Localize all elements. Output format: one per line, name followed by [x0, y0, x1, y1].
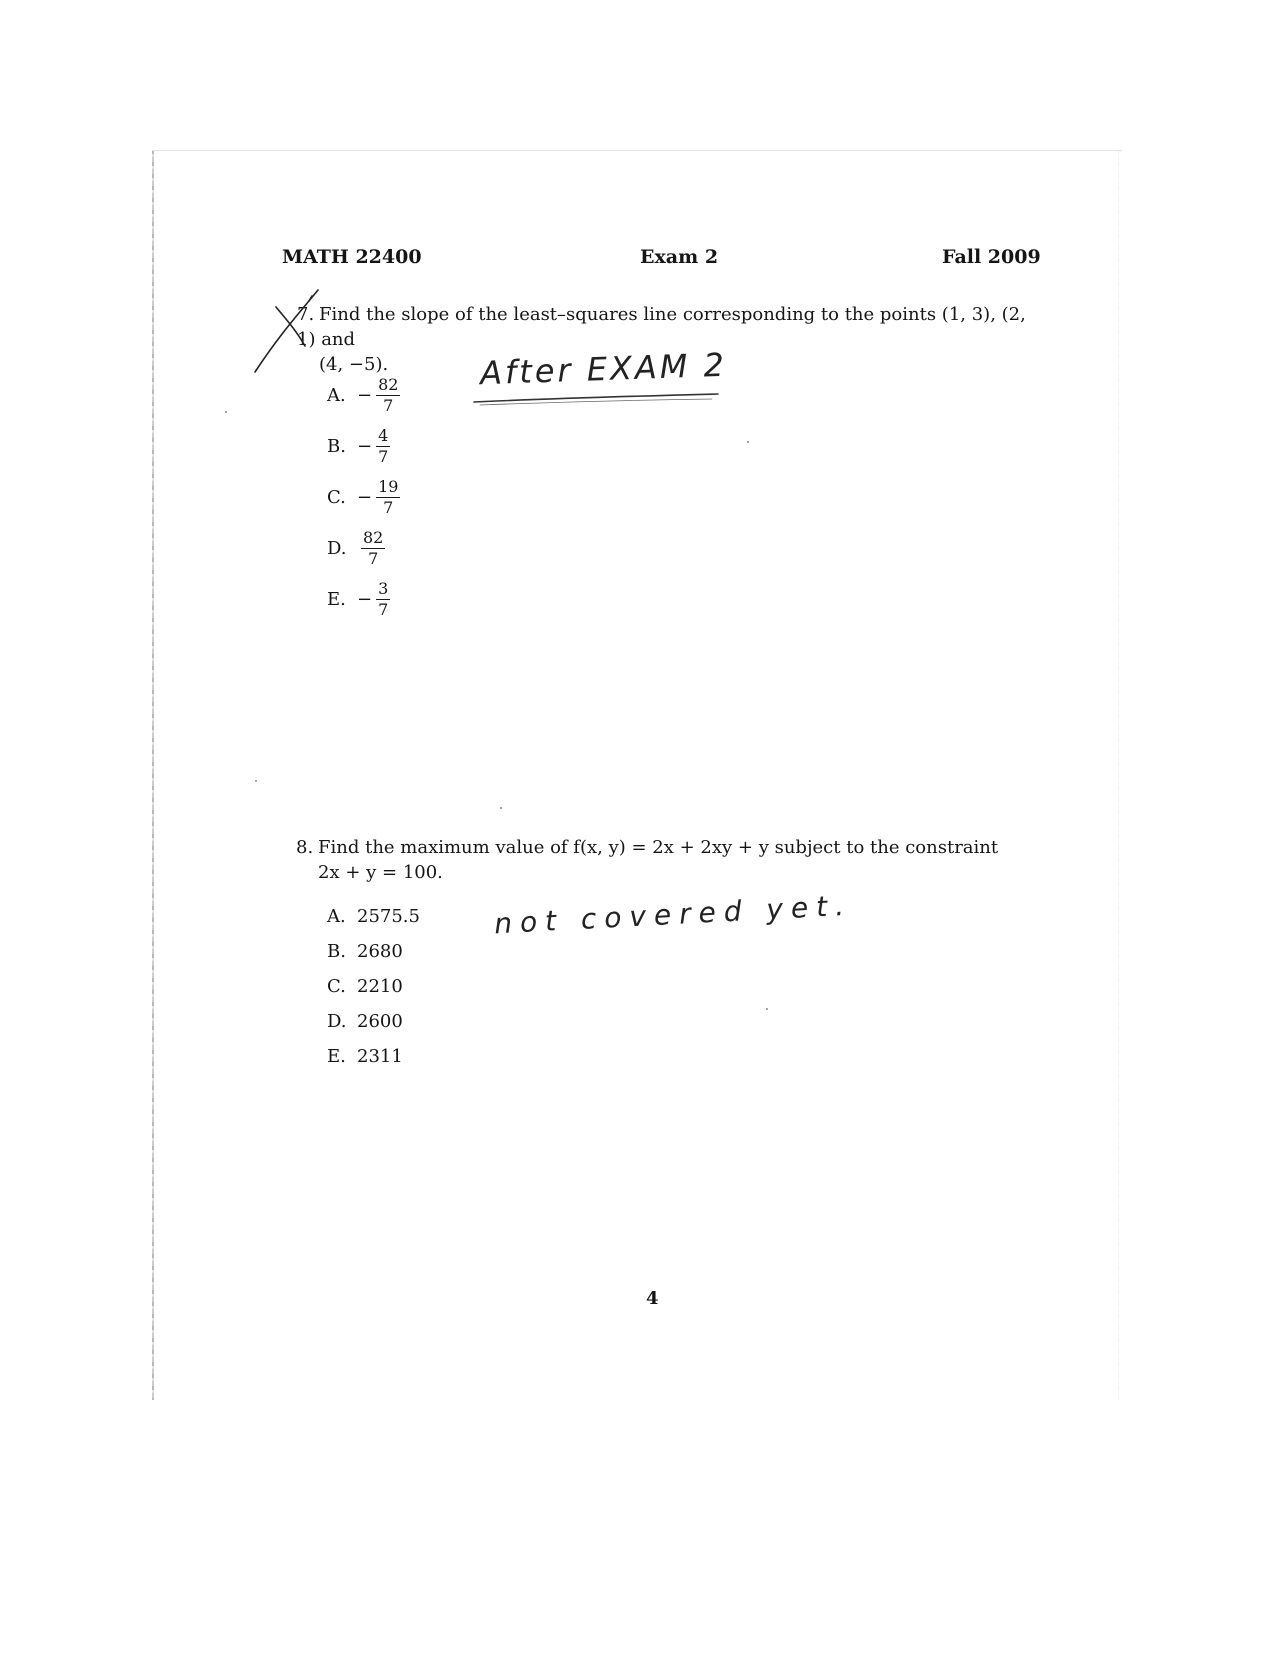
scan-speck — [255, 780, 257, 782]
question-8-text-line2: 2x + y = 100. — [318, 862, 443, 883]
choice-sign: − — [357, 435, 373, 457]
scan-left-edge — [152, 150, 154, 1400]
fraction-denominator: 7 — [368, 548, 379, 568]
course-title: MATH 22400 — [282, 246, 422, 268]
fraction — [376, 478, 400, 517]
fraction — [361, 529, 385, 568]
term-label: Fall 2009 — [942, 246, 1041, 268]
choice-letter: B. — [327, 941, 346, 962]
choice-sign: − — [357, 384, 373, 406]
fraction-numerator: 82 — [363, 527, 384, 547]
exam-title: Exam 2 — [640, 246, 719, 268]
fraction-denominator: 7 — [378, 446, 389, 466]
choice-value: 2311 — [357, 1046, 403, 1067]
choice-value: 2575.5 — [357, 906, 420, 927]
q7-choice-a — [327, 370, 400, 420]
question-7-text-line1: Find the slope of the least–squares line corresponding to the points (1, 3), (2, 1) and — [297, 304, 1026, 350]
fraction-denominator: 7 — [383, 395, 394, 415]
fraction-denominator: 7 — [383, 497, 394, 517]
fraction-denominator: 7 — [378, 599, 389, 619]
handwritten-after-exam-note: After EXAM 2 — [479, 345, 728, 393]
q7-choice-d — [327, 523, 385, 573]
q8-choice-e — [327, 1046, 403, 1067]
handwritten-not-covered-note: not covered yet. — [493, 888, 853, 941]
q8-choice-d — [327, 1011, 403, 1032]
underline-stroke-2 — [480, 399, 712, 405]
fraction — [376, 376, 400, 415]
choice-letter: C. — [327, 486, 346, 508]
choice-letter: D. — [327, 537, 347, 559]
q7-choice-e — [327, 574, 390, 624]
scan-top-edge — [152, 150, 1122, 151]
choice-letter: E. — [327, 1046, 346, 1067]
question-8-text-line1: Find the maximum value of f(x, y) = 2x + 2xy + y subject to the constraint — [318, 837, 999, 858]
choice-letter: D. — [327, 1011, 347, 1032]
choice-sign: − — [357, 486, 373, 508]
question-8 — [296, 835, 1036, 885]
fraction-numerator: 3 — [378, 578, 389, 598]
underline-stroke — [474, 394, 718, 402]
scan-right-edge — [1118, 150, 1119, 1400]
fraction — [376, 580, 390, 619]
scan-speck — [766, 1008, 768, 1010]
choice-letter: A. — [327, 906, 346, 927]
choice-sign: − — [357, 588, 373, 610]
q7-choice-b — [327, 421, 390, 471]
fraction-numerator: 82 — [378, 374, 399, 394]
question-7-text-line2: (4, −5). — [319, 354, 389, 375]
question-8-number: 8. — [296, 837, 314, 858]
fraction-numerator: 19 — [378, 476, 399, 496]
q8-choice-c — [327, 976, 403, 997]
choice-letter: B. — [327, 435, 346, 457]
choice-value: 2680 — [357, 941, 403, 962]
fraction — [376, 427, 390, 466]
choice-letter: C. — [327, 976, 346, 997]
scan-speck — [225, 411, 227, 413]
q8-choice-b — [327, 941, 403, 962]
q7-choice-c — [327, 472, 400, 522]
question-7-number: 7. — [297, 304, 315, 325]
choice-value: 2600 — [357, 1011, 403, 1032]
page-number: 4 — [646, 1288, 659, 1309]
fraction-numerator: 4 — [378, 425, 389, 445]
scan-speck — [500, 807, 502, 809]
choice-value: 2210 — [357, 976, 403, 997]
q8-choice-a — [327, 906, 420, 927]
choice-letter: E. — [327, 588, 346, 610]
scan-speck — [747, 441, 749, 443]
choice-letter: A. — [327, 384, 346, 406]
